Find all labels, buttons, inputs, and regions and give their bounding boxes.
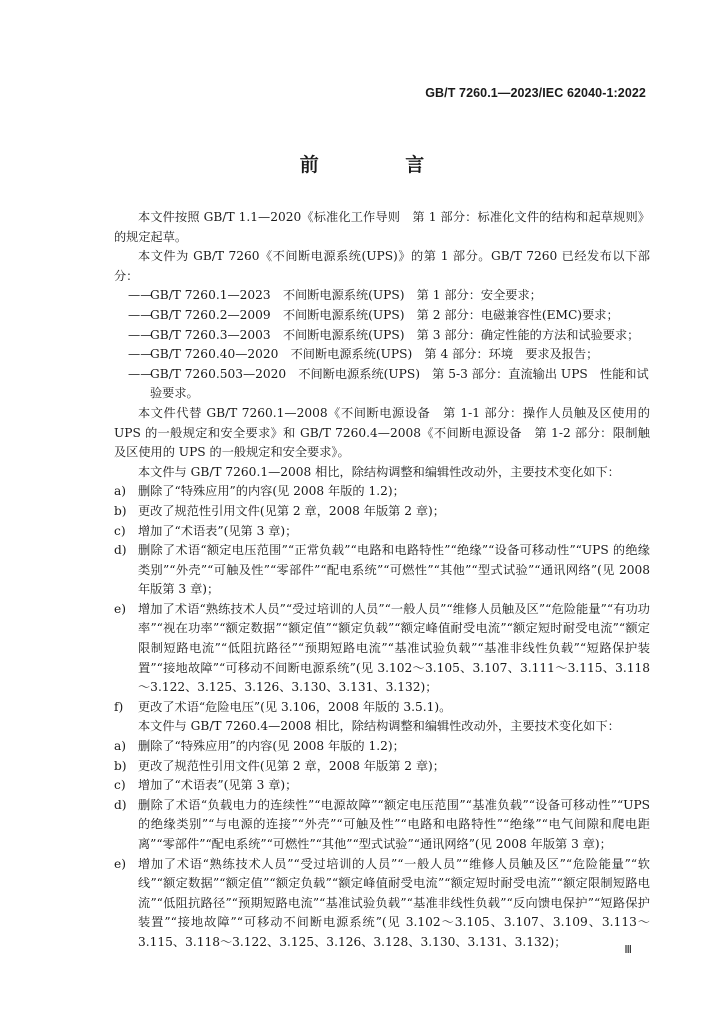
paragraph-drafting-rules: 本文件按照 GB/T 1.1—2020《标准化工作导则 第 1 部分：标准化文件的结构和起草规则》的规定起草。 xyxy=(114,210,650,244)
changes-list-7260-4 xyxy=(114,737,650,953)
changes-list-7260-1 xyxy=(114,482,650,717)
paragraph-changes-vs-7260-1: 本文件与 GB/T 7260.1—2008 相比，除结构调整和编辑性改动外，主要技术变化如下： xyxy=(138,464,620,479)
list-item: b) 更改了规范性引用文件(见第 2 章，2008 年版第 2 章)； xyxy=(114,758,445,773)
list-item: —— GB/T 7260.40—2020 不间断电源系统(UPS) 第 4 部分：环境 要求及报告； xyxy=(128,347,599,362)
list-item: c) 增加了“术语表”(见第 3 章)； xyxy=(114,778,298,793)
list-item: —— GB/T 7260.2—2009 不间断电源系统(UPS) 第 2 部分：电磁兼容性(EMC)要求； xyxy=(128,307,619,322)
document-body xyxy=(114,208,650,953)
list-item: d) 删除了术语“额定电压范围”“正常负载”“电路和电路特性”“绝缘”“设备可移动性”“UPS 的绝缘类别”“外壳”“可触及性”“零部件”“配电系统”“可燃性”“其他”“型式试验”“通讯网络”(见 2008 年版第 3 章)； xyxy=(114,543,650,597)
page-number: Ⅲ xyxy=(624,944,632,956)
list-item: —— GB/T 7260.503—2020 不间断电源系统(UPS) 第 5-3 部分：直流输出 UPS 性能和试验要求。 xyxy=(128,366,649,401)
list-item: e) 增加了术语“熟练技术人员”“受过培训的人员”“一般人员”“维修人员触及区”“危险能量”“软线”“额定数据”“额定值”“额定负载”“额定峰值耐受电流”“额定短时耐受电流”“额定限制短路电流”“低阻抗路径”“预期短路电流”“基准试验负载”“基准非线性负载”“反向馈电保护”“短路保护装置”“接地故障”“可移动不间断电源系统”(见 3.102～3.105、3.107、3.109、3.113～3.115、3.118～3.122、3.125、3.126、3.128、3.130、3.131、3.132)； xyxy=(114,856,650,949)
page-title: 前 言 xyxy=(299,154,465,176)
list-item: a) 删除了“特殊应用”的内容(见 2008 年版的 1.2)； xyxy=(114,739,405,754)
paragraph-replaces: 本文件代替 GB/T 7260.1—2008《不间断电源设备 第 1-1 部分：操作人员触及区使用的 UPS 的一般规定和安全要求》和 GB/T 7260.4—2008《不间断电源设备 第 1-2 部分：限制触及区使用的 UPS 的一般规定和安全要求》。 xyxy=(114,405,650,460)
list-item: b) 更改了规范性引用文件(见第 2 章，2008 年版第 2 章)； xyxy=(114,503,445,518)
published-parts-list xyxy=(114,286,650,404)
list-item: —— GB/T 7260.1—2023 不间断电源系统(UPS) 第 1 部分：安全要求； xyxy=(128,288,542,303)
list-item: —— GB/T 7260.3—2003 不间断电源系统(UPS) 第 3 部分：确定性能的方法和试验要求； xyxy=(128,327,640,342)
list-item: e) 增加了术语“熟练技术人员”“受过培训的人员”“一般人员”“维修人员触及区”“危险能量”“有功功率”“视在功率”“额定数据”“额定值”“额定负载”“额定峰值耐受电流”“额定短时耐受电流”“额定限制短路电流”“低阻抗路径”“预期短路电流”“基准试验负载”“基准非线性负载”“短路保护装置”“接地故障”“可移动不间断电源系统”(见 3.102～3.105、3.107、3.111～3.115、3.118～3.122、3.125、3.126、3.130、3.131、3.132)； xyxy=(114,601,650,695)
list-item: f) 更改了术语“危险电压”(见 3.106，2008 年版的 3.5.1)。 xyxy=(114,699,452,714)
list-item: c) 增加了“术语表”(见第 3 章)； xyxy=(114,523,298,538)
paragraph-series-intro: 本文件为 GB/T 7260《不间断电源系统(UPS)》的第 1 部分。GB/T 7260 已经发布以下部分： xyxy=(114,249,650,283)
standard-code-header: GB/T 7260.1—2023/IEC 62040-1:2022 xyxy=(425,86,646,100)
list-item: a) 删除了“特殊应用”的内容(见 2008 年版的 1.2)； xyxy=(114,484,405,499)
paragraph-changes-vs-7260-4: 本文件与 GB/T 7260.4—2008 相比，除结构调整和编辑性改动外，主要技术变化如下： xyxy=(138,719,620,734)
list-item: d) 删除了术语“负载电力的连续性”“电源故障”“额定电压范围”“基准负载”“设备可移动性”“UPS 的绝缘类别”“与电源的连接”“外壳”“可触及性”“电路和电路特性”“绝缘”“电气间隙和爬电距离”“零部件”“配电系统”“可燃性”“其他”“型式试验”“通讯网络”(见 2008 年版第 3 章)； xyxy=(114,797,650,851)
